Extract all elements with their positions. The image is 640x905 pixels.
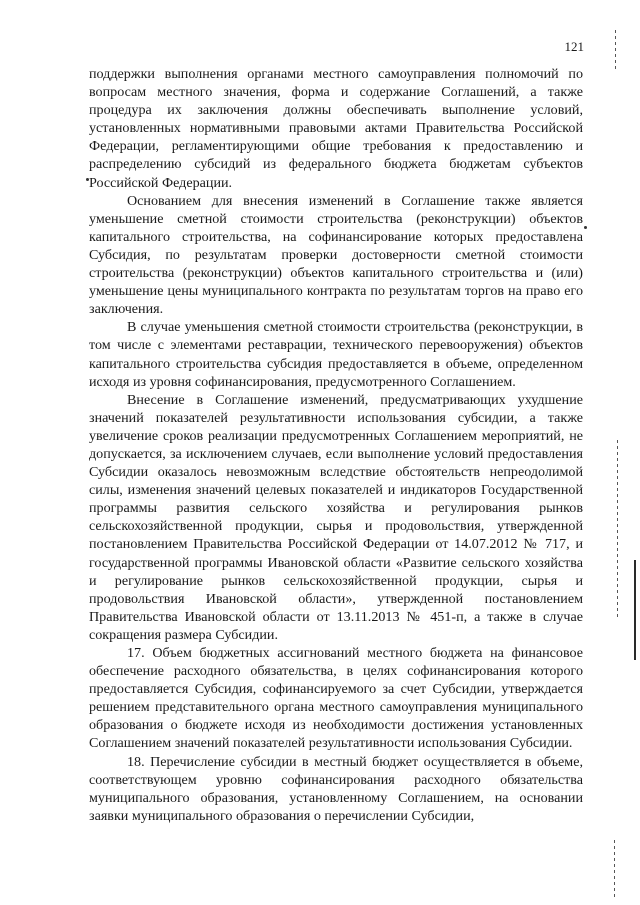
paragraph-amendment-basis: Основанием для внесения изменений в Соглашение также является уменьшение сметной стоимости строительства (реконструкции) объектов капитального строительства, на софинансирование которых предоставлена Субсидия, по результатам проверки достоверности сметной стоимости строительства (реконструкции) объектов капитального строительства и (или) уменьшение цены муниципального контракта по результатам торгов на право его заключения. — [89, 192, 583, 318]
paragraph-continuation: поддержки выполнения органами местного самоуправления полномочий по вопросам местного значения, форма и содержание Соглашений, а также процедура их заключения должны обеспечивать выполнение условий, установленных нормативными правовыми актами Правительства Российской Федерации, регламентирующими общие требования к предоставлению и распределению субсидий из федерального бюджета бюджетам субъектов Российской Федерации. — [89, 66, 583, 191]
paragraph-cost-reduction: В случае уменьшения сметной стоимости строительства (реконструкции, в том числе с элементами реставрации, технического перевооружения) объектов капитального строительства субсидия предоставляется в объеме, определенном исходя из уровня софинансирования, предусмотренного Соглашением. — [89, 319, 583, 390]
scan-speck — [584, 226, 587, 229]
scan-artifact-edge — [634, 560, 636, 660]
page-number: 121 — [564, 39, 584, 54]
scan-artifact-middle — [617, 440, 618, 620]
document-body — [89, 65, 583, 825]
paragraph-item-18: 18. Перечисление субсидии в местный бюджет осуществляется в объеме, соответствующем уровню софинансирования расходного обязательства муниципального образования, установленному Соглашением, на основании заявки муниципального образования о перечислении Субсидии, — [89, 753, 583, 824]
scan-artifact-bottom — [614, 840, 615, 900]
scan-speck — [86, 178, 89, 181]
scan-artifact-top — [615, 30, 616, 70]
paragraph-item-17: 17. Объем бюджетных ассигнований местного бюджета на финансовое обеспечение расходного обязательства, в целях софинансирования которого предоставляется Субсидия, софинансируемого за счет Субсидии, утверждается решением представительного органа местного самоуправления муниципального образования о бюджете исходя из необходимости достижения установленных Соглашением значений показателей результативности использования Субсидии. — [89, 645, 583, 752]
paragraph-deterioration-changes: Внесение в Соглашение изменений, предусматривающих ухудшение значений показателей результативности использования субсидии, а также увеличение сроков реализации предусмотренных Соглашением мероприятий, не допускается, за исключением случаев, если выполнение условий предоставления Субсидии оказалось невозможным вследствие обстоятельств непреодолимой силы, изменения значений целевых показателей и индикаторов Государственной программы развития сельского хозяйства и регулирования рынков сельскохозяйственной продукции, сырья и продовольствия, утвержденной постановлением Правительства Российской Федерации от 14.07.2012 № 717, и государственной программы Ивановской области «Развитие сельского хозяйства и регулирование рынков сельскохозяйственной продукции, сырья и продовольствия Ивановской области», утвержденной постановлением Правительства Ивановской области от 13.11.2013 № 451-п, а также в случае сокращения размера Субсидии. — [89, 391, 583, 643]
